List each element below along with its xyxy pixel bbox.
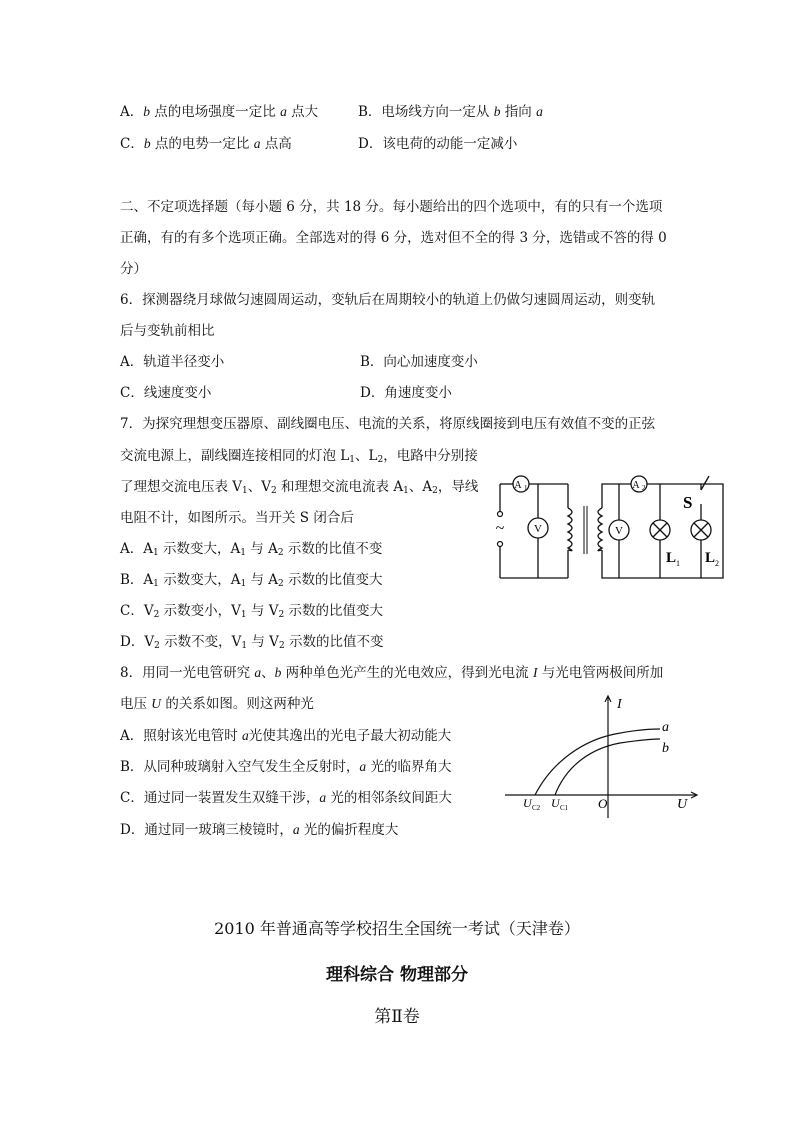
lamp-l1-sub: 1 [676, 559, 680, 568]
primary-coil [568, 508, 572, 551]
uc2-sub: C2 [532, 804, 541, 812]
q6-option-c: C．线速度变小 [120, 385, 212, 401]
q7-stem-line3: 了理想交流电压表 $V_1$、$V_2$ 和理想交流电流表 $A_1$、$A_2$，导线 [120, 479, 479, 496]
voltmeter-v1-label: V [534, 523, 542, 535]
q8-option-c: C．通过同一装置发生双缝干涉，a 光的相邻条纹间距大 [120, 790, 452, 806]
ammeter-a1-sub: 1 [524, 484, 528, 492]
q6-option-d: D．角速度变小 [360, 385, 452, 401]
q6-option-b: B．向心加速度变小 [360, 354, 478, 370]
q6-stem-line2: 后与变轨前相比 [120, 323, 215, 339]
switch-s-label: S [683, 493, 693, 512]
q5-option-d: D．该电荷的动能一定减小 [358, 136, 518, 152]
q8-option-b: B．从同种玻璃射入空气发生全反射时，a 光的临界角大 [120, 759, 452, 775]
curve-b-label: b [662, 741, 669, 756]
exam-part-heading: 第Ⅱ卷 [374, 1007, 420, 1027]
exam-subtitle: 理科综合 物理部分 [326, 965, 468, 985]
q6-stem-line1: 6．探测器绕月球做匀速圆周运动，变轨后在周期较小的轨道上仍做匀速圆周运动，则变轨 [120, 292, 656, 308]
secondary-coil [598, 508, 602, 551]
q5-option-b: B．电场线方向一定从 b 指向 a [358, 104, 543, 120]
ac-source-symbol: ~ [495, 520, 505, 537]
q7-option-c: C．$V_2$ 示数变小，$V_1$ 与 $V_2$ 示数的比值变大 [120, 603, 383, 620]
q5-option-c: C．b 点的电势一定比 a 点高 [120, 136, 292, 152]
transformer-circuit-diagram [488, 462, 728, 586]
exam-title: 2010 年普通高等学校招生全国统一考试（天津卷） [214, 919, 580, 938]
q8-stem-line2: 电压 U 的关系如图。则这两种光 [120, 696, 314, 712]
uc1-sub: C1 [560, 804, 569, 812]
uc2-label: U [523, 796, 532, 810]
origin-label: O [598, 796, 608, 811]
q7-stem-line2: 交流电源上，副线圈连接相同的灯泡 $L_1$、$L_2$，电路中分别接 [120, 448, 478, 465]
q7-option-d: D．$V_2$ 示数不变，$V_1$ 与 $V_2$ 示数的比值不变 [120, 634, 384, 651]
curve-a-label: a [662, 720, 669, 735]
q8-stem-line1: 8．用同一光电管研究 a、b 两种单色光产生的光电效应，得到光电流 I 与光电管两极间所加 [120, 665, 664, 681]
section2-line3: 分） [120, 261, 147, 277]
lamp-l2-label: L [705, 550, 716, 566]
q8-option-a: A．照射该光电管时 a光使其逸出的光电子最大初动能大 [120, 728, 452, 744]
i-axis-label: I [617, 697, 622, 712]
curve-a [535, 729, 660, 795]
q8-option-d: D．通过同一玻璃三棱镜时，a 光的偏折程度大 [120, 822, 399, 838]
ammeter-a1-label: A [514, 480, 522, 491]
q7-stem-line4: 电阻不计，如图所示。当开关 S 闭合后 [120, 510, 354, 526]
q7-option-b: B．$A_1$ 示数变大，$A_1$ 与 $A_2$ 示数的比值变大 [120, 572, 383, 589]
switch-s [701, 476, 709, 490]
q7-stem-line1: 7．为探究理想变压器原、副线圈电压、电流的关系，将原线圈接到电压有效值不变的正弦 [120, 416, 656, 432]
section2-line1: 二、不定项选择题（每小题 6 分，共 18 分。每小题给出的四个选项中，有的只有一个选项 [120, 199, 663, 215]
ammeter-a2-sub: 2 [642, 484, 646, 492]
lamp-l1-label: L [666, 550, 677, 566]
q7-option-a: A．$A_1$ 示数变大，$A_1$ 与 $A_2$ 示数的比值不变 [120, 541, 383, 558]
q6-option-a: A．轨道半径变小 [120, 354, 225, 370]
q5-option-a: A．b 点的电场强度一定比 a 点大 [120, 104, 319, 120]
lamp-l2-sub: 2 [715, 559, 719, 568]
section2-line2: 正确，有的有多个选项正确。全部选对的得 6 分，选对但不全的得 3 分，选错或不答的得 0 [120, 230, 667, 246]
ammeter-a2-label: A [632, 480, 640, 491]
uc1-label: U [551, 796, 560, 810]
u-axis-label: U [677, 797, 688, 812]
photocurrent-iu-graph [505, 690, 705, 820]
voltmeter-v2-label: V [615, 525, 623, 537]
